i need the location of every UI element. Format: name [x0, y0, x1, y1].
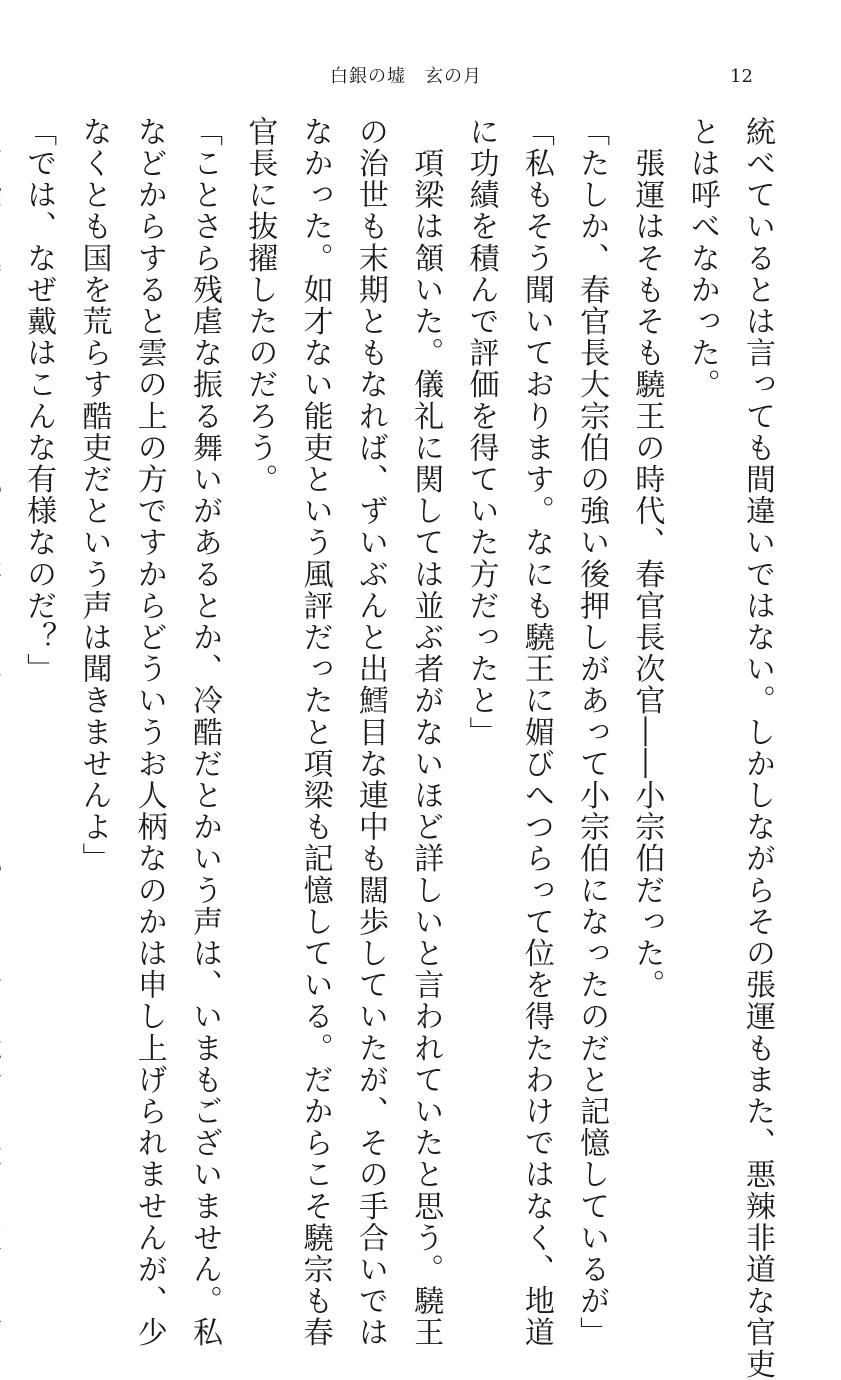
text-line: とは呼べなかった。 — [684, 116, 720, 401]
book-title: 白銀の墟 玄の月 — [330, 66, 482, 87]
text-line: なくとも国を荒らす酷吏だという声は聞きませんよ」 — [76, 116, 112, 875]
vertical-text-body — [21, 116, 785, 1380]
running-header — [0, 62, 841, 92]
text-line — [0, 116, 11, 1156]
text-line: の治世も末期ともなれば、ずいぶんと出鱈目な連中も闊歩していたが、その手合いでは — [352, 116, 388, 1349]
text-line: 「私もそう聞いております。なにも驍王に媚びへつらって位を得たわけではなく、地道 — [518, 116, 554, 1349]
text-line: 「では、なぜ戴はこんな有様なのだ？」 — [21, 116, 57, 685]
text-line: 「ことさら残虐な振る舞いがあるとか、冷酷だとかいう声は、いまもございません。私 — [187, 116, 223, 1349]
text-line: 張運はそもそも驍王の時代、春官長次官――小宗伯だった。 — [629, 116, 665, 1001]
text-line: 統べているとは言っても間違いではない。しかしながらその張運もまた、悪辣非道な官吏 — [740, 116, 775, 1380]
text-line: なかった。如才ない能吏という風評だったと項梁も記憶している。だからこそ驍宗も春 — [297, 116, 333, 1349]
text-line: 「たしか、春官長大宗伯の強い後押しがあって小宗伯になったのだと記憶しているが」 — [574, 116, 610, 1349]
text-line: に功績を積んで評価を得ていた方だったと」 — [463, 116, 499, 748]
text-line: 官長に抜擢したのだろう。 — [242, 116, 278, 496]
text-line: 項梁は頷いた。儀礼に関しては並ぶ者がないほど詳しいと言われていたと思う。驍王 — [408, 116, 444, 1349]
page-number: 12 — [730, 66, 753, 87]
text-line: などからすると雲の上の方ですからどういうお人柄なのかは申し上げられませんが、少 — [131, 116, 167, 1349]
